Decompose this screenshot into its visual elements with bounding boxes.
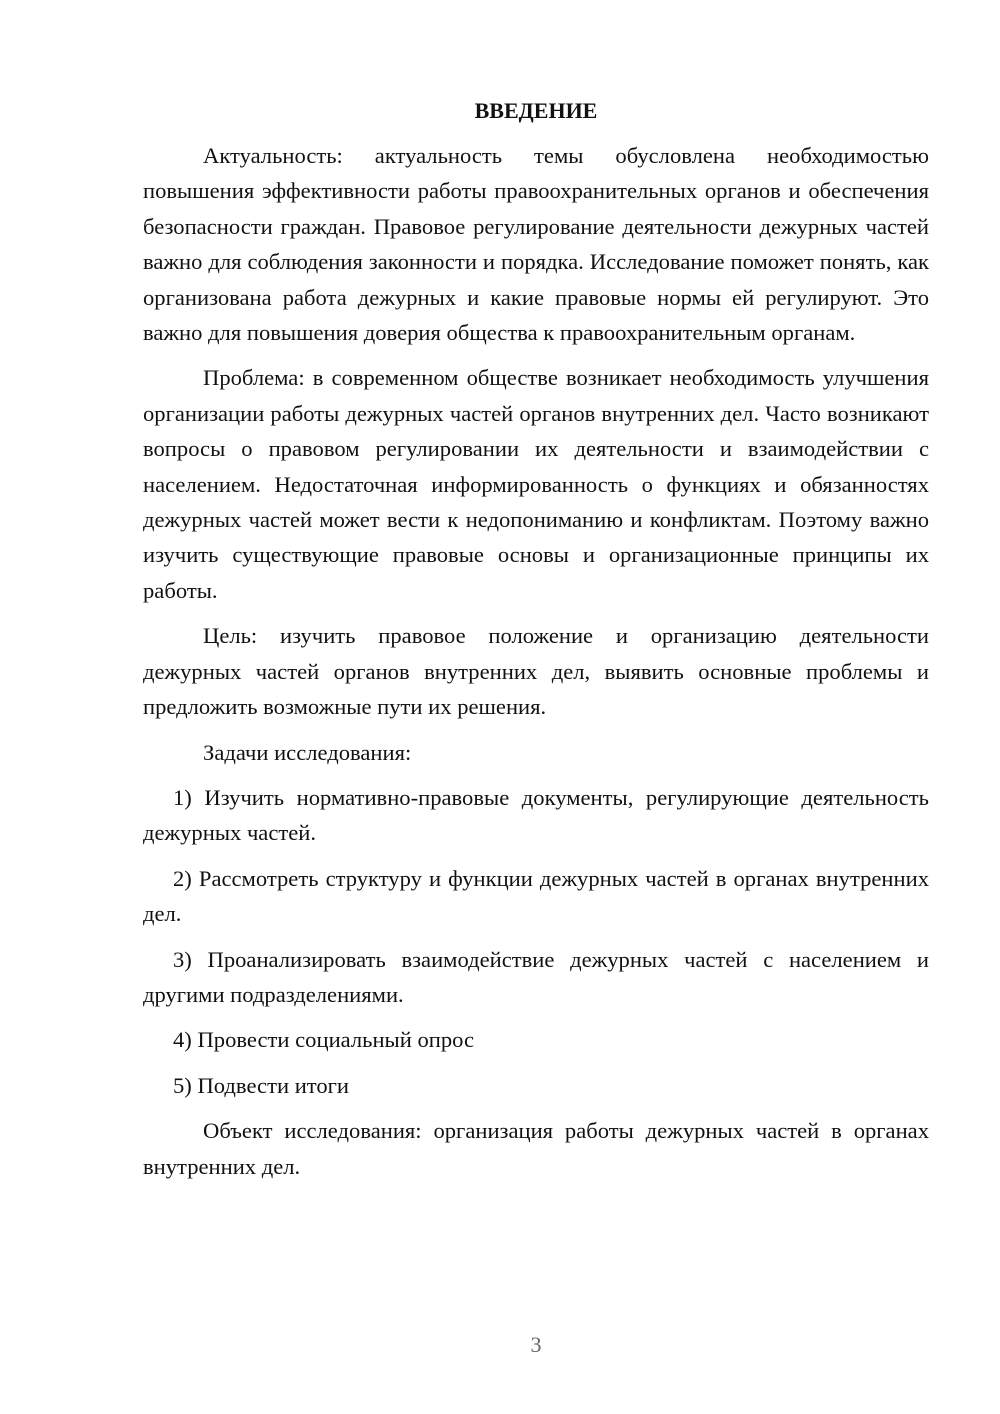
page-number: 3 (530, 1332, 542, 1357)
task-item: 4) Провести социальный опрос (173, 1027, 475, 1053)
relevance-paragraph: Актуальность: актуальность темы обусловлена необходимостью повышения эффективности работы правоохранительных органов и обеспечения безопасности граждан. Правовое регулирование деятельности дежурных частей важно для соблюдения законности и порядка. Исследование поможет понять, как организована работа дежурных и какие правовые нормы ей регулируют. Это важно для повышения доверия общества к правоохранительным органам. (143, 143, 929, 346)
page-title: ВВЕДЕНИЕ (474, 98, 598, 123)
problem-paragraph: Проблема: в современном обществе возникает необходимость улучшения организации работы дежурных частей органов внутренних дел. Часто возникают вопросы о правовом регулировании их деятельности и взаимодействии с населением. Недостаточная информированность о функциях и обязанностях дежурных частей может вести к недопониманию и конфликтам. Поэтому важно изучить существующие правовые основы и организационные принципы их работы. (143, 365, 929, 603)
task-item: 1) Изучить нормативно-правовые документы, регулирующие деятельность дежурных частей. (143, 784, 929, 846)
task-item: 3) Проанализировать взаимодействие дежурных частей с населением и другими подразделениями. (143, 946, 929, 1007)
task-item: 2) Рассмотреть структуру и функции дежурных частей в органах внутренних дел. (143, 865, 929, 927)
tasks-heading: Задачи исследования: (203, 739, 412, 765)
goal-paragraph: Цель: изучить правовое положение и организацию деятельности дежурных частей органов внутренних дел, выявить основные проблемы и предложить возможные пути их решения. (143, 623, 929, 720)
document-page (143, 96, 929, 1194)
task-item: 5) Подвести итоги (173, 1072, 350, 1098)
object-paragraph: Объект исследования: организация работы дежурных частей в органах внутренних дел. (143, 1118, 929, 1179)
